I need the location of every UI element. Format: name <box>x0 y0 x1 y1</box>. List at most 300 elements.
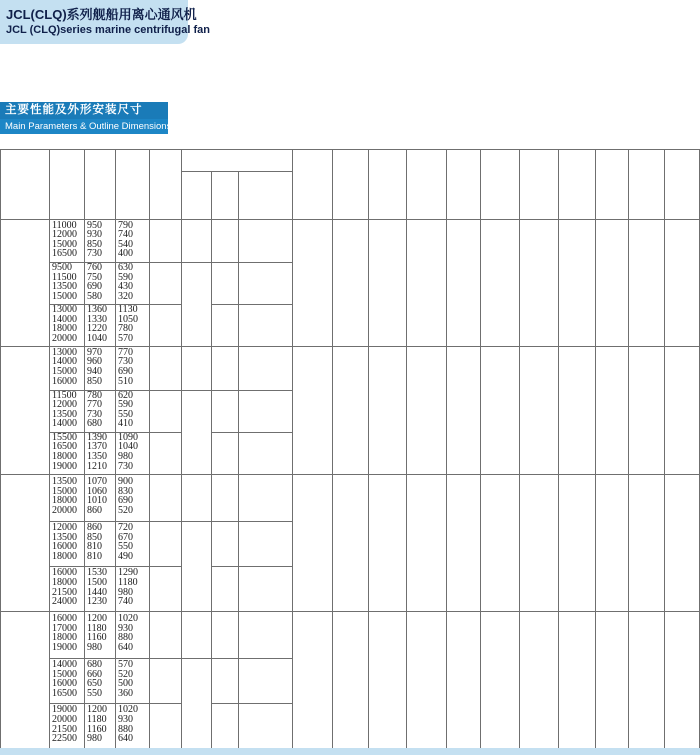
static-value: 630 <box>118 262 133 274</box>
motor-model <box>238 566 292 611</box>
fan-model-name <box>0 611 49 748</box>
static-value: 640 <box>118 733 133 745</box>
grid-line <box>49 262 292 263</box>
dim-value <box>446 611 480 748</box>
header-dim-10 <box>664 149 700 219</box>
power-value <box>211 703 238 748</box>
flow-value: 18000 <box>52 632 77 644</box>
flow-values <box>52 305 83 345</box>
total-value: 690 <box>87 281 102 293</box>
flow-value: 12000 <box>52 399 77 411</box>
header-total-en3 <box>84 189 115 201</box>
dim-value <box>628 611 664 748</box>
grid-line <box>446 149 447 748</box>
total-value: 680 <box>87 659 102 671</box>
dim-value <box>292 219 332 346</box>
title-en: JCL (CLQ)series marine centrifugal fan <box>6 24 210 36</box>
total-values <box>87 221 114 261</box>
flow-values <box>52 391 83 431</box>
flow-value: 15500 <box>52 431 77 443</box>
total-values <box>87 705 114 745</box>
motor-model <box>238 346 292 390</box>
static-value: 740 <box>118 596 133 608</box>
header-static-unit <box>115 201 149 213</box>
flow-values <box>52 263 83 303</box>
header-dim-6 <box>519 149 558 219</box>
header-dim-9 <box>628 149 664 219</box>
section-title-en: Main Parameters & Outline Dimensions <box>0 119 168 134</box>
header-fan-model-cn <box>0 155 49 167</box>
power-value <box>211 566 238 611</box>
section-heading <box>0 102 172 135</box>
dim-value <box>628 346 664 474</box>
section-title-cn: 主要性能及外形安装尺寸 <box>0 102 168 119</box>
speed-value <box>149 304 181 346</box>
grid-line <box>292 149 293 748</box>
header-dim-7 <box>558 149 595 219</box>
flow-value: 12000 <box>52 522 77 534</box>
static-values <box>118 433 148 473</box>
static-value: 770 <box>118 346 133 358</box>
flow-value: 21500 <box>52 723 77 735</box>
speed-value <box>149 658 181 703</box>
grid-line <box>211 432 292 433</box>
dim-value <box>406 474 446 611</box>
grid-line <box>0 149 1 748</box>
total-value: 810 <box>87 550 102 562</box>
total-value: 1360 <box>87 304 107 316</box>
freq-50 <box>181 346 211 390</box>
flow-value: 24000 <box>52 596 77 608</box>
total-value: 1070 <box>87 476 107 488</box>
static-value: 670 <box>118 531 133 543</box>
total-value: 1350 <box>87 451 107 463</box>
static-value: 790 <box>118 219 133 231</box>
speed-value <box>149 346 181 390</box>
flow-value: 14000 <box>52 356 77 368</box>
static-value: 520 <box>118 668 133 680</box>
header-power-cn <box>211 177 238 189</box>
motor-model <box>238 703 292 748</box>
speed-value <box>149 262 181 304</box>
speed-value <box>149 390 181 432</box>
motor-model <box>238 390 292 432</box>
static-values <box>118 568 148 608</box>
grid-line <box>211 566 292 567</box>
total-value: 970 <box>87 346 102 358</box>
speed-value <box>149 611 181 658</box>
static-value: 830 <box>118 485 133 497</box>
static-value: 1090 <box>118 431 138 443</box>
static-values <box>118 660 148 700</box>
total-value: 810 <box>87 541 102 553</box>
grid-line <box>664 149 665 748</box>
flow-value: 13000 <box>52 346 77 358</box>
title-cn: JCL(CLQ)系列舰船用离心通风机 <box>6 7 197 22</box>
power-value <box>211 521 238 566</box>
grid-line <box>558 149 559 748</box>
header-static-cn <box>115 154 149 166</box>
dim-value <box>480 611 519 748</box>
flow-values <box>52 568 83 608</box>
static-value: 590 <box>118 399 133 411</box>
power-value <box>211 304 238 346</box>
total-value: 650 <box>87 678 102 690</box>
header-dim-0 <box>292 149 332 219</box>
fan-model-name <box>0 219 49 346</box>
dim-value <box>519 611 558 748</box>
flow-value: 16500 <box>52 248 77 260</box>
total-value: 770 <box>87 399 102 411</box>
flow-value: 18000 <box>52 495 77 507</box>
static-value: 590 <box>118 271 133 283</box>
header-dim-2 <box>368 149 406 219</box>
flow-values <box>52 348 83 388</box>
header-fan-model-en <box>0 201 49 213</box>
total-value: 1040 <box>87 332 107 344</box>
dim-value <box>558 346 595 474</box>
static-value: 880 <box>118 723 133 735</box>
motor-model <box>238 432 292 474</box>
title-banner <box>0 0 210 44</box>
static-value: 740 <box>118 229 133 241</box>
static-value: 1050 <box>118 313 138 325</box>
static-value: 730 <box>118 460 133 472</box>
static-value: 1290 <box>118 567 138 579</box>
dim-value <box>664 474 700 611</box>
total-value: 680 <box>87 418 102 430</box>
dim-value <box>446 219 480 346</box>
flow-value: 14000 <box>52 418 77 430</box>
total-value: 940 <box>87 365 102 377</box>
grid-line <box>181 149 182 748</box>
power-value <box>211 346 238 390</box>
grid-line <box>211 171 212 748</box>
header-flow-en2 <box>49 185 84 197</box>
static-values <box>118 221 148 261</box>
flow-value: 20000 <box>52 332 77 344</box>
fan-model-name <box>0 346 49 474</box>
total-value: 850 <box>87 238 102 250</box>
flow-values <box>52 660 83 700</box>
motor-model <box>238 262 292 304</box>
static-value: 1020 <box>118 704 138 716</box>
header-dim-8 <box>595 149 628 219</box>
parameters-table <box>0 149 700 755</box>
flow-value: 16000 <box>52 678 77 690</box>
static-value: 520 <box>118 505 133 517</box>
flow-value: 14000 <box>52 313 77 325</box>
flow-value: 16000 <box>52 613 77 625</box>
grid-line <box>628 149 629 748</box>
flow-value: 13000 <box>52 304 77 316</box>
static-value: 490 <box>118 550 133 562</box>
static-values <box>118 477 148 517</box>
static-value: 980 <box>118 451 133 463</box>
motor-model <box>238 474 292 521</box>
total-values <box>87 263 114 303</box>
total-value: 750 <box>87 271 102 283</box>
speed-value <box>149 432 181 474</box>
header-speed-unit <box>149 201 181 213</box>
header-dim-5 <box>480 149 519 219</box>
motor-model <box>238 219 292 262</box>
flow-value: 16000 <box>52 375 77 387</box>
total-value: 1230 <box>87 596 107 608</box>
total-value: 960 <box>87 356 102 368</box>
flow-values <box>52 221 83 261</box>
dim-value <box>406 611 446 748</box>
total-values <box>87 477 114 517</box>
total-value: 1500 <box>87 576 107 588</box>
header-speed-en <box>149 173 181 185</box>
flow-value: 13500 <box>52 281 77 293</box>
header-dim-4 <box>446 149 480 219</box>
total-value: 1160 <box>87 723 107 735</box>
total-value: 1330 <box>87 313 107 325</box>
static-value: 360 <box>118 687 133 699</box>
dim-value <box>406 219 446 346</box>
static-values <box>118 305 148 345</box>
flow-value: 9500 <box>52 262 72 274</box>
flow-value: 11000 <box>52 219 77 231</box>
total-value: 850 <box>87 375 102 387</box>
grid-line <box>211 304 292 305</box>
static-value: 880 <box>118 632 133 644</box>
total-value: 1370 <box>87 441 107 453</box>
dim-value <box>292 611 332 748</box>
motor-model <box>238 304 292 346</box>
grid-line <box>519 149 520 748</box>
static-value: 720 <box>118 522 133 534</box>
dim-value <box>519 474 558 611</box>
flow-value: 16000 <box>52 567 77 579</box>
flow-value: 15000 <box>52 485 77 497</box>
static-value: 640 <box>118 642 133 654</box>
total-value: 980 <box>87 642 102 654</box>
header-dim-3 <box>406 149 446 219</box>
flow-value: 13500 <box>52 531 77 543</box>
total-value: 660 <box>87 668 102 680</box>
grid-line <box>49 658 292 659</box>
header-power-en2 <box>211 200 238 212</box>
flow-value: 18000 <box>52 323 77 335</box>
header-flow-cn <box>49 154 84 166</box>
static-value: 500 <box>118 678 133 690</box>
total-value: 860 <box>87 522 102 534</box>
dim-value <box>628 474 664 611</box>
static-value: 900 <box>118 476 133 488</box>
grid-line <box>49 521 292 522</box>
motor-model <box>238 611 292 658</box>
grid-line <box>368 149 369 748</box>
static-value: 620 <box>118 389 133 401</box>
flow-value: 11500 <box>52 389 77 401</box>
flow-value: 18000 <box>52 550 77 562</box>
header-total-unit <box>84 201 115 213</box>
static-value: 930 <box>118 713 133 725</box>
dim-value <box>595 219 628 346</box>
dim-value <box>332 474 368 611</box>
dim-value <box>368 474 406 611</box>
static-value: 1130 <box>118 304 138 316</box>
static-value: 690 <box>118 495 133 507</box>
static-value: 430 <box>118 281 133 293</box>
total-value: 1060 <box>87 485 107 497</box>
flow-value: 13500 <box>52 476 77 488</box>
static-value: 980 <box>118 586 133 598</box>
header-speed-cn <box>149 154 181 166</box>
power-value <box>211 658 238 703</box>
dim-value <box>595 474 628 611</box>
flow-value: 15000 <box>52 668 77 680</box>
power-value <box>211 390 238 432</box>
power-value <box>211 262 238 304</box>
total-value: 850 <box>87 531 102 543</box>
grid-line <box>181 171 292 172</box>
dim-value <box>368 611 406 748</box>
flow-value: 19000 <box>52 642 77 654</box>
speed-value <box>149 703 181 748</box>
total-value: 580 <box>87 290 102 302</box>
header-flow-en1 <box>49 171 84 183</box>
header-total-cn <box>84 154 115 166</box>
speed-value <box>149 521 181 566</box>
static-value: 550 <box>118 541 133 553</box>
static-values <box>118 263 148 303</box>
grid-line <box>115 149 116 748</box>
power-value <box>211 611 238 658</box>
dim-value <box>558 474 595 611</box>
grid-line <box>49 390 292 391</box>
static-value: 400 <box>118 248 133 260</box>
static-value: 540 <box>118 238 133 250</box>
freq-50 <box>181 474 211 521</box>
dim-value <box>332 219 368 346</box>
grid-line <box>238 171 239 748</box>
total-value: 1220 <box>87 323 107 335</box>
motor-model <box>238 521 292 566</box>
dim-value <box>519 346 558 474</box>
dim-value <box>558 611 595 748</box>
flow-value: 11500 <box>52 271 77 283</box>
bottom-band <box>0 748 700 755</box>
power-value <box>211 432 238 474</box>
total-values <box>87 568 114 608</box>
static-values <box>118 523 148 563</box>
total-values <box>87 660 114 700</box>
flow-values <box>52 614 83 654</box>
flow-value: 18000 <box>52 451 77 463</box>
dim-value <box>480 346 519 474</box>
dim-value <box>406 346 446 474</box>
flow-value: 19000 <box>52 460 77 472</box>
static-values <box>118 614 148 654</box>
motor-model <box>238 658 292 703</box>
dim-value <box>595 346 628 474</box>
dim-value <box>628 219 664 346</box>
static-value: 1040 <box>118 441 138 453</box>
dim-value <box>446 346 480 474</box>
total-value: 1180 <box>87 713 107 725</box>
total-value: 1160 <box>87 632 107 644</box>
total-value: 730 <box>87 408 102 420</box>
static-values <box>118 348 148 388</box>
grid-line <box>149 149 150 748</box>
dim-value <box>480 474 519 611</box>
total-value: 1010 <box>87 495 107 507</box>
dim-value <box>368 346 406 474</box>
dim-value <box>664 611 700 748</box>
flow-value: 20000 <box>52 713 77 725</box>
dim-value <box>480 219 519 346</box>
total-value: 1390 <box>87 431 107 443</box>
header-freq-en2 <box>181 200 211 212</box>
freq-60 <box>181 658 211 748</box>
flow-value: 15000 <box>52 290 77 302</box>
total-value: 1440 <box>87 586 107 598</box>
flow-values <box>52 477 83 517</box>
total-value: 950 <box>87 219 102 231</box>
flow-value: 19000 <box>52 704 77 716</box>
static-value: 410 <box>118 418 133 430</box>
header-static-en3 <box>115 189 149 201</box>
flow-value: 15000 <box>52 365 77 377</box>
total-value: 1200 <box>87 613 107 625</box>
dim-value <box>332 346 368 474</box>
freq-50 <box>181 219 211 262</box>
static-value: 730 <box>118 356 133 368</box>
speed-value <box>149 566 181 611</box>
total-values <box>87 348 114 388</box>
power-value <box>211 219 238 262</box>
flow-value: 16000 <box>52 541 77 553</box>
static-value: 690 <box>118 365 133 377</box>
flow-value: 16500 <box>52 441 77 453</box>
freq-60 <box>181 262 211 346</box>
total-values <box>87 614 114 654</box>
grid-line <box>406 149 407 748</box>
total-values <box>87 523 114 563</box>
dim-value <box>446 474 480 611</box>
total-value: 930 <box>87 229 102 241</box>
flow-value: 15000 <box>52 238 77 250</box>
static-value: 570 <box>118 659 133 671</box>
total-value: 730 <box>87 248 102 260</box>
flow-value: 22500 <box>52 733 77 745</box>
total-value: 550 <box>87 687 102 699</box>
total-values <box>87 391 114 431</box>
dim-value <box>664 346 700 474</box>
dim-value <box>368 219 406 346</box>
fan-model-name <box>0 474 49 611</box>
flow-value: 12000 <box>52 229 77 241</box>
header-model-en <box>238 197 292 209</box>
static-value: 930 <box>118 622 133 634</box>
freq-50 <box>181 611 211 658</box>
static-value: 320 <box>118 290 133 302</box>
freq-60 <box>181 521 211 611</box>
static-value: 550 <box>118 408 133 420</box>
flow-value: 17000 <box>52 622 77 634</box>
static-value: 570 <box>118 332 133 344</box>
total-value: 860 <box>87 505 102 517</box>
total-value: 1180 <box>87 622 107 634</box>
total-values <box>87 305 114 345</box>
static-value: 1180 <box>118 576 138 588</box>
speed-value <box>149 219 181 262</box>
grid-line <box>211 703 292 704</box>
